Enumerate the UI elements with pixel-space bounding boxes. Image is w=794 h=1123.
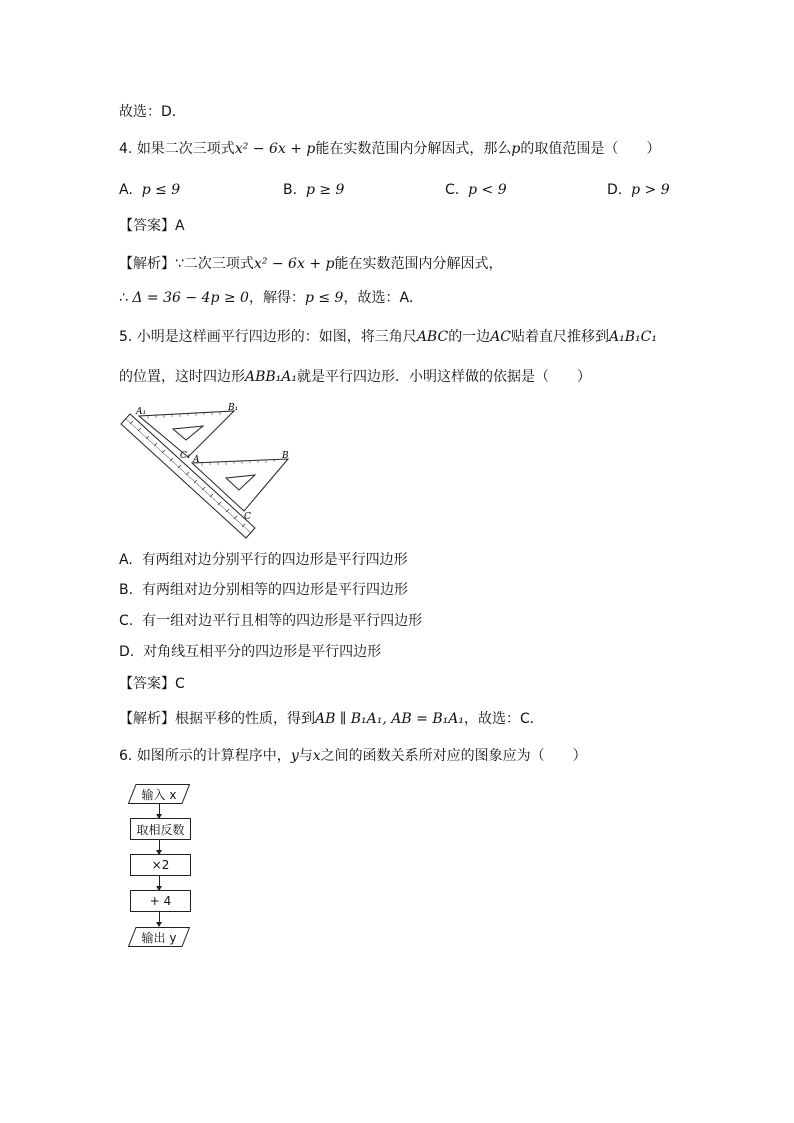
q5-ac: AC bbox=[490, 329, 512, 345]
flow-arrow-1 bbox=[159, 804, 160, 818]
q4-option-b bbox=[283, 180, 344, 200]
q5-stem-b: 的一边 bbox=[448, 329, 491, 345]
flow-arrow-3 bbox=[159, 876, 160, 890]
flow-step-multiply bbox=[130, 854, 191, 876]
flow-output bbox=[128, 927, 190, 947]
q4-analysis-step bbox=[119, 288, 423, 308]
q5-option-b bbox=[119, 580, 408, 600]
answer-label: 【答案】 bbox=[119, 218, 175, 234]
q5-option-a bbox=[119, 550, 408, 570]
q5-abb1a1: ABB₁A₁ bbox=[245, 369, 298, 385]
q4-stem-b: 能在实数范围内分解因式，那么 bbox=[315, 141, 512, 157]
flow-input-label: 输入 x bbox=[141, 787, 177, 802]
flow-step-multiply-label: ×2 bbox=[151, 858, 170, 872]
q6-number: 6. bbox=[119, 748, 133, 764]
option-letter: B. bbox=[119, 582, 134, 598]
q6-stem bbox=[119, 746, 587, 766]
analysis-text-b: ，故选：C． bbox=[463, 711, 544, 727]
option-text: 有两组对边分别平行的四边形是平行四边形 bbox=[141, 552, 408, 568]
q5-option-c bbox=[119, 611, 422, 631]
option-text: p ≤ 9 bbox=[141, 182, 181, 198]
q5-stem-line1 bbox=[119, 327, 657, 347]
option-letter: D. bbox=[607, 182, 623, 198]
option-text: 有两组对边分别相等的四边形是平行四边形 bbox=[141, 582, 408, 598]
option-text: p > 9 bbox=[631, 182, 670, 198]
q6-stem-b: 与 bbox=[298, 748, 313, 764]
label-c: C bbox=[244, 512, 251, 522]
q4-option-a bbox=[119, 180, 180, 200]
answer-value: C bbox=[175, 676, 185, 692]
option-letter: C. bbox=[445, 182, 460, 198]
analysis-label: 【解析】 bbox=[119, 711, 175, 727]
option-letter: A. bbox=[119, 552, 133, 568]
flow-step-negate-label: 取相反数 bbox=[136, 822, 185, 837]
q5-analysis bbox=[119, 709, 544, 729]
q4-answer bbox=[119, 216, 185, 236]
step-text-b: ，故选：A． bbox=[343, 290, 424, 306]
option-text: 有一组对边平行且相等的四边形是平行四边形 bbox=[142, 613, 423, 629]
label-a1: A₁ bbox=[136, 407, 147, 417]
answer-label: 【答案】 bbox=[119, 676, 175, 692]
q4-expression: x² − 6x + p bbox=[234, 141, 316, 157]
analysis-text: ∵二次三项式 bbox=[175, 256, 254, 272]
flow-input bbox=[128, 784, 190, 804]
option-text: p < 9 bbox=[468, 182, 507, 198]
flow-step-add-label: + 4 bbox=[149, 894, 172, 908]
prev-conclusion: 故选：D． bbox=[119, 104, 186, 120]
q5-line2-a: 的位置，这时四边形 bbox=[119, 369, 245, 385]
flow-output-label: 输出 y bbox=[141, 930, 177, 945]
ruler-triangle-figure bbox=[118, 402, 298, 542]
option-letter: C. bbox=[119, 613, 134, 629]
q5-line2-b: 就是平行四边形．小明这样做的依据是（ ） bbox=[297, 369, 592, 385]
q5-stem-line2 bbox=[119, 367, 591, 387]
option-text: p ≥ 9 bbox=[305, 182, 345, 198]
flow-arrow-4 bbox=[159, 912, 160, 926]
label-b: B bbox=[282, 451, 289, 461]
step-result: p ≤ 9 bbox=[304, 290, 344, 306]
q5-a1b1c1: A₁B₁C₁ bbox=[609, 329, 657, 345]
analysis-text: 根据平移的性质，得到 bbox=[175, 711, 315, 727]
flow-step-add bbox=[130, 890, 191, 912]
option-text: 对角线互相平分的四边形是平行四边形 bbox=[143, 644, 382, 660]
q6-x: x bbox=[312, 748, 321, 764]
therefore-symbol: ∴ bbox=[119, 290, 128, 306]
discriminant-expression: Δ = 36 − 4p ≥ 0 bbox=[132, 290, 249, 306]
label-b1: B₁ bbox=[228, 403, 239, 413]
flow-step-negate bbox=[130, 818, 191, 840]
q5-stem-a: 小明是这样画平行四边形的：如图，将三角尺 bbox=[136, 329, 417, 345]
label-a: A bbox=[193, 455, 200, 465]
analysis-expression: x² − 6x + p bbox=[253, 256, 335, 272]
option-letter: D. bbox=[119, 644, 135, 660]
q4-stem bbox=[119, 139, 660, 159]
q4-option-d bbox=[607, 180, 670, 200]
q4-stem-a: 如果二次三项式 bbox=[136, 141, 235, 157]
label-c1: C₁ bbox=[180, 451, 191, 461]
q4-option-c bbox=[445, 180, 507, 200]
analysis-text-b: 能在实数范围内分解因式， bbox=[334, 256, 503, 272]
q6-stem-c: 之间的函数关系所对应的图象应为（ ） bbox=[320, 748, 587, 764]
q5-stem-c: 贴着直尺推移到 bbox=[511, 329, 610, 345]
q4-number: 4. bbox=[119, 141, 133, 157]
answer-value: A bbox=[175, 218, 185, 234]
q5-option-d bbox=[119, 642, 381, 662]
q4-stem-c: 的取值范围是（ ） bbox=[520, 141, 661, 157]
q6-stem-a: 如图所示的计算程序中， bbox=[136, 748, 291, 764]
option-letter: B. bbox=[283, 182, 298, 198]
q5-abc: ABC bbox=[416, 329, 449, 345]
analysis-expression: AB ∥ B₁A₁, AB = B₁A₁ bbox=[315, 711, 464, 727]
q6-y: y bbox=[290, 748, 299, 764]
analysis-label: 【解析】 bbox=[119, 256, 175, 272]
q5-answer bbox=[119, 674, 185, 694]
q4-variable: p bbox=[511, 141, 521, 157]
step-text-a: ，解得： bbox=[248, 290, 305, 306]
q4-analysis bbox=[119, 254, 502, 274]
flow-arrow-2 bbox=[159, 840, 160, 854]
option-letter: A. bbox=[119, 182, 133, 198]
q5-number: 5. bbox=[119, 329, 133, 345]
